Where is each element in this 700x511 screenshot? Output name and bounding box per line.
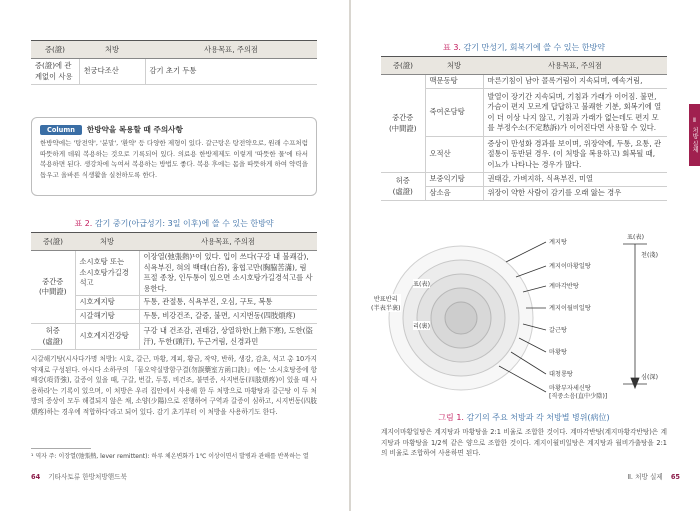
side-tab-label: 처방 실제 (691, 127, 698, 153)
table-cell: 천궁다조산 (79, 59, 145, 85)
col-header-zheng: 증(證) (31, 41, 79, 59)
table2 (31, 232, 317, 350)
side-tab-roman: Ⅱ (693, 117, 696, 125)
table3-caption-text: 감기 만성기, 회복기에 쓸 수 있는 한방약 (463, 43, 605, 52)
col-header-note: 사용목표, 주의점 (483, 57, 667, 75)
label-half-exterior: 반표반리 (半表半裏) (371, 296, 401, 312)
label-interior: 리(裏) (413, 323, 430, 330)
col-header-note: 사용목표, 주의점 (139, 233, 317, 251)
note-cell: 두통, 관절통, 식욕부진, 오심, 구토, 복통 (139, 296, 317, 310)
body-paragraph: 계지이마황일탕은 계지탕과 마황탕을 2:1 비율로 조합한 것이다. 계마각반탕(계지마황각반탕)은 계지탕과 마황탕을 1/2씩 같은 양으로 조합한 것이다. 계지이월비일탕은 계지탕과 월비가출탕을 2:1의 비율로 조합하여 사용하면 된다. (381, 428, 667, 457)
table2-caption-text: 감기 중기(아급성기: 3일 이후)에 쓸 수 있는 한방약 (94, 219, 274, 228)
rx-cell: 시갈해기탕 (75, 310, 139, 324)
col-header-zheng: 증(證) (381, 57, 425, 75)
table-cell: 증(證)에 관계없이 사용 (31, 59, 79, 85)
zheng-cell: 허증 (虛證) (31, 324, 75, 350)
zheng-cell: 허증 (虛證) (381, 173, 425, 201)
side-tab (689, 104, 700, 166)
footnote: ¹ 역자 주: 이장열(弛張熱, lever remittent): 하루 체온변화가 1℃ 이상이면서 발병과 관해를 반복하는 열 (31, 453, 309, 460)
rx-cell: 죽여온담탕 (425, 89, 483, 137)
col-header-zheng: 증(證) (31, 233, 75, 251)
figure-caption-text: 감기의 주요 처방과 각 처방별 병위(病位) (466, 413, 610, 422)
rx-cell: 시호계지건강탕 (75, 324, 139, 350)
figure-caption-num: 그림 1. (438, 413, 464, 422)
note-cell: 이장열(弛張熱)¹이 있다. 입이 쓰다(구강 내 불쾌감), 식욕부진, 혀의 백태(白苔), 흉협고만(胸脇苦滿), 림프절 종창, 인두통이 있으면 소시호탕가길경석고를 사용한다. (139, 251, 317, 296)
note-cell: 구강 내 건조감, 권태감, 상열하한(上熱下寒), 도한(盜汗), 두한(頭汗), 두근거림, 신경과민 (139, 324, 317, 350)
axis-label-exterior: 표(表) (627, 234, 644, 241)
column-tag: Column (40, 125, 82, 135)
left-footer (31, 471, 127, 481)
axis-label-shallow: 천(淺) (641, 252, 658, 259)
table3 (381, 56, 667, 201)
note-cell: 발열이 장기간 지속되며, 기침과 가래가 이어짐. 불면, 가슴이 편지 모르게 답답하고 불쾌한 기분, 회복기에 열이 더 이상 나지 않고, 기침과 가래가 없는데도 편지 모를 부정수소(不定愁訴)가 이어진다면 사용할 수 있다. (483, 89, 667, 137)
rx-cell: 오적산 (425, 137, 483, 173)
column-box (31, 117, 317, 196)
column-title: 한방약을 복용할 때 주의사항 (86, 125, 183, 134)
left-page (0, 0, 349, 511)
col-header-note: 사용목표, 주의점 (145, 41, 317, 59)
table3-caption (381, 42, 667, 53)
rx-cell: 시호계지탕 (75, 296, 139, 310)
right-page (351, 0, 700, 511)
figure-caption (381, 412, 667, 423)
table2-caption-num: 표 2. (74, 219, 93, 228)
rx-label: 마황부자세신탕 [직중소음(直中少陰)] (549, 385, 608, 400)
note-cell: 위장이 약한 사람이 감기를 오래 앓는 경우 (483, 187, 667, 201)
col-header-rx: 처방 (75, 233, 139, 251)
rx-label: 계지탕 (549, 239, 567, 246)
book-title: 기타사토류 한방처방핸드북 (48, 473, 127, 481)
section-title: Ⅱ. 처방 실제 (627, 473, 663, 481)
rx-label: 마황탕 (549, 349, 567, 356)
rx-label: 계마각반탕 (549, 283, 579, 290)
column-body: 한방약에는 '탕전약', '분말', '환약' 등 다양한 제형이 있다. 갈근탕은 탕전약으로, 원래 수프처럼 따뜻하게 데워 복용하는 것으로 기록되어 있다. 의료용 한방제제도 이렇게 '따뜻한 물'에 타서 복용하면 된다. 생강차에 녹여서 복용하는 방법도 좋다. 복용 후에는 몸을 따뜻하게 하여 약력을 돕우고 올바른 식생활을 실천하도록 한다. (40, 139, 308, 179)
rx-label: 대청룡탕 (549, 371, 573, 378)
note-cell: 권태감, 가벼지하, 식욕부진, 미열 (483, 173, 667, 187)
top-table (31, 40, 317, 85)
rx-cell: 삼소음 (425, 187, 483, 201)
zheng-cell: 중간증 (中間證) (31, 251, 75, 324)
footnote-rule (31, 448, 91, 449)
col-header-rx: 처방 (79, 41, 145, 59)
page-number: 65 (670, 473, 680, 481)
note-cell: 두통, 비강건조, 갈증, 불면, 시지번동(四肢煩疼) (139, 310, 317, 324)
rx-cell: 보중익기탕 (425, 173, 483, 187)
rx-label: 갈근탕 (549, 327, 567, 334)
rx-cell: 맥문동탕 (425, 75, 483, 89)
rx-cell: 소시호탕 또는 소시호탕가길경석고 (75, 251, 139, 296)
rx-label: 계지이월비일탕 (549, 305, 591, 312)
body-paragraph: 시갈해기탕(시사다가명 처방): 시호, 갈근, 마황, 계피, 황금, 작약, 반하, 생강, 감초, 석고 총 10가지 약재로 구성된다. 아시다 소하쿠의 「물오약실방함구결(勿誤藥室方函口訣)」에는 '소시호탕증에 항배강(項背強), 갈증이 있을 때, 구갈, 번갈, 두통, 비건조, 불면증, 사지번동(四肢煩疼)이 있을 때 사용하라'는 기록이 있으며, 이 처방은 우리 집안에서 사용해 한 두 처방으로 마황탕과 갈근탕 이 두 처방의 증상이 모두 해결되지 않은 채, 소양(少陽)으로 진행하여 구역과 갈증이 심하고, 시지번동(四肢煩疼)하는 경우에 적합하다'라고 되어 있다. 감기 초기부터 이 처방을 사용하기도 한다. (31, 355, 317, 416)
axis-label-deep: 심(深) (641, 374, 658, 381)
zheng-cell: 중간증 (中間證) (381, 75, 425, 173)
col-header-rx: 처방 (425, 57, 483, 75)
table-cell: 감기 초기 두통 (145, 59, 317, 85)
note-cell: 마른기침이 남아 콜록거림이 지속되며, 예속거림, (483, 75, 667, 89)
page-number: 64 (31, 473, 41, 481)
table2-caption (31, 218, 317, 229)
table3-caption-num: 표 3. (443, 43, 461, 52)
rx-label: 계지이마황일탕 (549, 263, 591, 270)
label-exterior: 표(表) (413, 281, 430, 288)
note-cell: 증상이 만성화 경과를 보이며, 위장약에, 두통, 요통, 관절통이 동반된 경우. (이 처방을 복용하고) 회복될 때, 이뇨가 나타나는 경우가 많다. (483, 137, 667, 173)
figure-labels (351, 232, 700, 402)
right-footer (628, 471, 680, 481)
